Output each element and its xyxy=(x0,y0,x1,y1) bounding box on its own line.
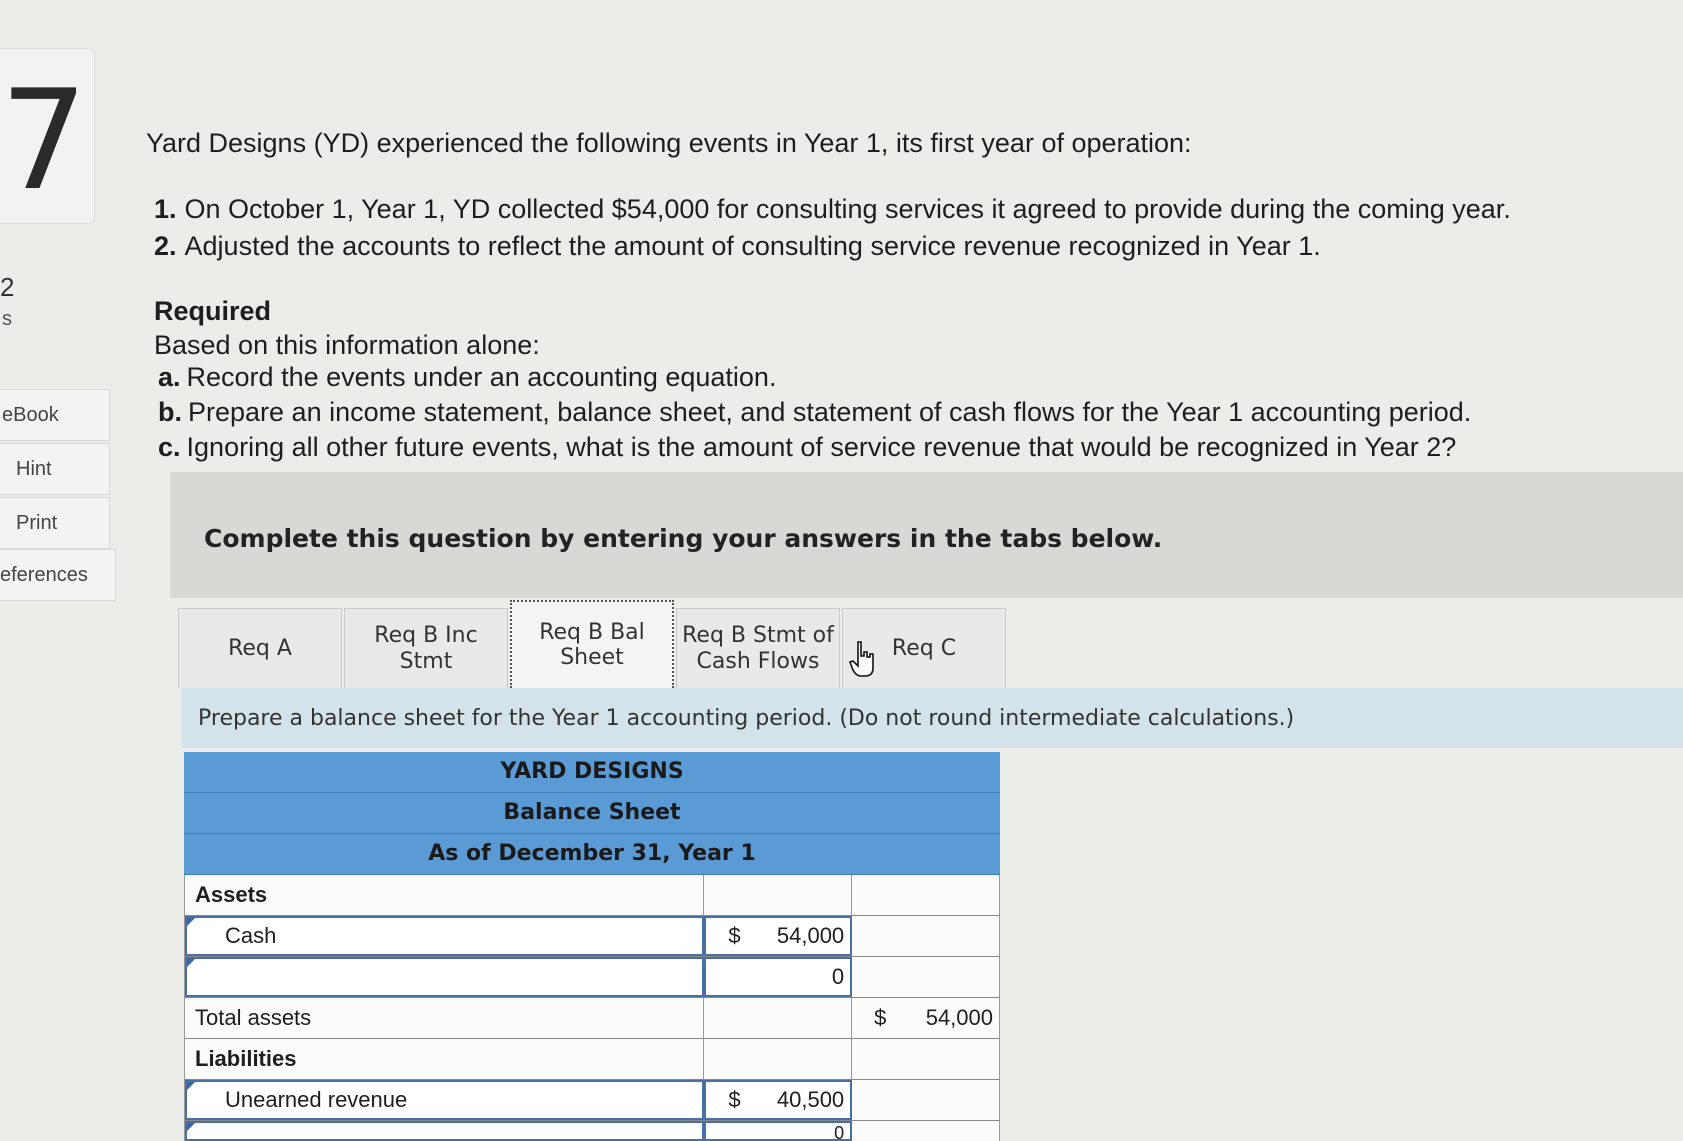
cash-label-input[interactable] xyxy=(185,916,704,956)
hand-pointer-cursor-icon xyxy=(848,640,878,680)
table-row xyxy=(185,875,1000,916)
event-number: 1. xyxy=(154,194,177,224)
company-name-header: YARD DESIGNS xyxy=(184,752,1000,793)
unearned-revenue-amount-input[interactable] xyxy=(704,1080,852,1120)
sidebar-item-references[interactable] xyxy=(0,549,116,601)
cash-amount: 54,000 xyxy=(776,923,845,948)
table-row xyxy=(185,998,1000,1039)
sidebar-item-hint[interactable] xyxy=(0,443,110,495)
instruction-text: Prepare a balance sheet for the Year 1 accounting period. (Do not round intermediate calculations.) xyxy=(198,706,1295,731)
instructions-banner xyxy=(170,472,1683,598)
tab-label-line1: Req A xyxy=(228,635,292,661)
instruction-bar xyxy=(182,688,1683,748)
unearned-revenue-label: Unearned revenue xyxy=(225,1087,408,1112)
next-label-input[interactable] xyxy=(185,1121,704,1141)
unearned-revenue-amount: 40,500 xyxy=(776,1087,845,1112)
tab-label-line1: Req C xyxy=(891,635,957,661)
event-text: Adjusted the accounts to reflect the amount of consulting service revenue recognized in Year 1. xyxy=(184,231,1321,261)
cash-label: Cash xyxy=(225,923,277,948)
balance-sheet-table xyxy=(184,752,1000,1141)
requirement-list xyxy=(158,362,1471,467)
event-item xyxy=(154,194,1511,225)
tab-req-b-stmt-cash-flows[interactable] xyxy=(676,608,840,688)
currency-symbol: $ xyxy=(874,1005,887,1030)
table-row xyxy=(185,916,1000,957)
dropdown-flag-icon xyxy=(187,1123,195,1131)
sidebar-item-ebook[interactable] xyxy=(0,389,110,441)
points-value: 2 xyxy=(0,272,15,302)
empty-total-cell xyxy=(852,1121,1000,1141)
required-title: Required xyxy=(154,296,272,326)
sidebar-item-print[interactable] xyxy=(0,497,110,549)
requirement-letter: b. xyxy=(158,397,182,427)
total-assets-label: Total assets xyxy=(185,998,704,1038)
banner-text: Complete this question by entering your answers in the tabs below. xyxy=(204,524,1163,553)
event-list xyxy=(154,194,1511,268)
tab-label-line1: Req B Inc xyxy=(374,623,478,649)
blank-asset-label-input[interactable] xyxy=(185,957,704,997)
empty-total-cell xyxy=(852,916,1000,956)
liabilities-header: Liabilities xyxy=(185,1039,704,1079)
requirement-letter: c. xyxy=(158,432,181,462)
requirement-text: Prepare an income statement, balance sheet, and statement of cash flows for the Year 1 accounting period. xyxy=(188,397,1472,427)
event-number: 2. xyxy=(154,231,177,261)
balance-sheet-body xyxy=(184,875,1000,1141)
question-number: 7 xyxy=(0,60,88,221)
sidebar-item-label: Hint xyxy=(16,457,52,480)
required-intro: Based on this information alone: xyxy=(154,330,540,360)
next-amount: 0 xyxy=(834,1123,845,1141)
cash-amount-input[interactable] xyxy=(704,916,852,956)
tab-req-b-bal-sheet[interactable] xyxy=(510,600,674,688)
empty-amount-cell xyxy=(704,998,852,1038)
table-row xyxy=(185,1039,1000,1080)
blank-asset-amount: 0 xyxy=(831,964,845,989)
total-assets-amount-cell xyxy=(852,998,1000,1038)
sidebar-item-label: eferences xyxy=(0,563,88,586)
event-item xyxy=(154,231,1511,262)
tab-label-line2: Stmt xyxy=(399,648,453,674)
empty-amount-cell xyxy=(704,875,852,915)
problem-intro: Yard Designs (YD) experienced the following events in Year 1, its first year of operation: xyxy=(146,128,1192,158)
tab-label-line1: Req B Bal xyxy=(539,619,645,645)
sidebar-item-label: Print xyxy=(16,511,58,534)
empty-amount-cell xyxy=(704,1039,852,1079)
next-amount-input[interactable] xyxy=(704,1121,852,1141)
tab-req-a[interactable] xyxy=(178,608,342,688)
tab-label-line2: Sheet xyxy=(560,645,624,670)
empty-total-cell xyxy=(852,875,1000,915)
statement-date-header: As of December 31, Year 1 xyxy=(184,834,1000,875)
sidebar-item-label: eBook xyxy=(2,403,59,426)
requirement-text: Record the events under an accounting equation. xyxy=(186,362,777,392)
currency-symbol: $ xyxy=(728,923,741,948)
empty-total-cell xyxy=(852,957,1000,997)
table-row xyxy=(185,957,1000,998)
points-label: s xyxy=(2,308,12,330)
event-text: On October 1, Year 1, YD collected $54,000 for consulting services it agreed to provide during the coming year. xyxy=(184,194,1511,224)
requirement-item xyxy=(158,397,1471,428)
tab-req-b-inc-stmt[interactable] xyxy=(344,608,508,688)
dropdown-flag-icon xyxy=(187,959,195,967)
unearned-revenue-label-input[interactable] xyxy=(185,1080,704,1120)
requirement-item xyxy=(158,362,1471,393)
assets-header: Assets xyxy=(185,875,704,915)
statement-title-header: Balance Sheet xyxy=(184,793,1000,834)
table-row xyxy=(185,1080,1000,1121)
requirement-letter: a. xyxy=(158,362,181,392)
requirement-item xyxy=(158,432,1471,463)
blank-asset-amount-input[interactable] xyxy=(704,957,852,997)
table-row xyxy=(185,1121,1000,1141)
dropdown-flag-icon xyxy=(187,918,195,926)
tab-label-line2: Cash Flows xyxy=(696,648,820,674)
requirement-text: Ignoring all other future events, what is the amount of service revenue that would be recognized in Year 2? xyxy=(186,432,1457,462)
tab-label-line1: Req B Stmt of xyxy=(682,623,834,649)
empty-total-cell xyxy=(852,1080,1000,1120)
empty-total-cell xyxy=(852,1039,1000,1079)
dropdown-flag-icon xyxy=(187,1082,195,1090)
total-assets-amount: 54,000 xyxy=(925,1005,993,1030)
currency-symbol: $ xyxy=(728,1087,741,1112)
